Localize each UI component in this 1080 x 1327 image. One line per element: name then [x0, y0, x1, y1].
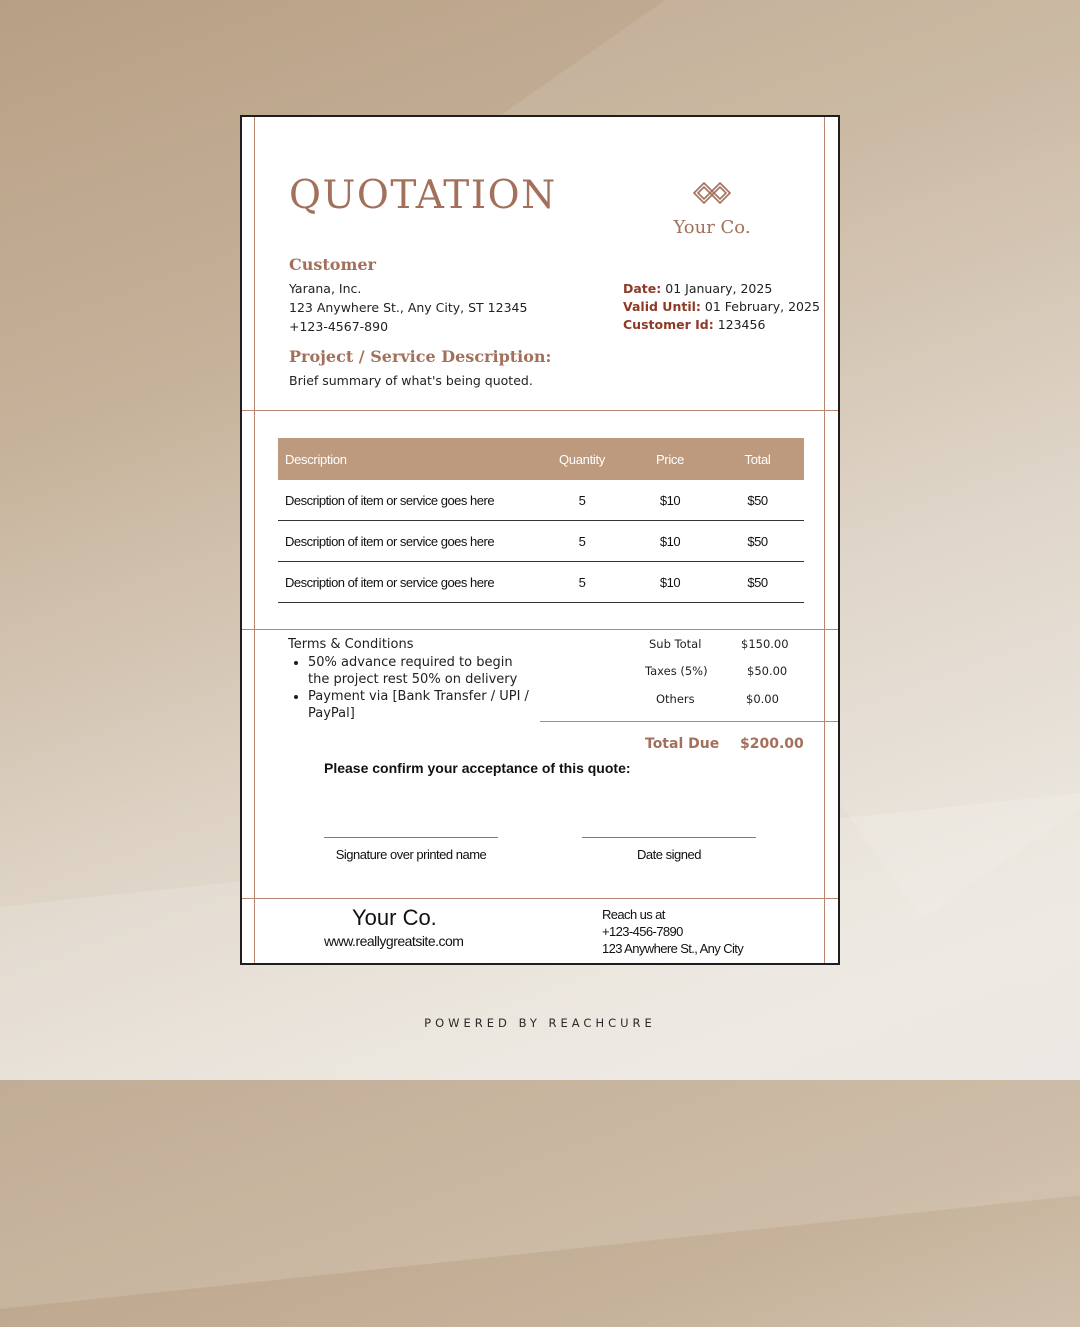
- cell-price: $10: [659, 492, 681, 508]
- cell-description: Description of item or service goes here: [285, 533, 495, 549]
- powered-by-label: POWERED BY REACHCURE: [424, 1016, 656, 1030]
- header-total: Total: [744, 451, 771, 467]
- terms-conditions: [288, 637, 538, 723]
- terms-list: [288, 655, 538, 722]
- divider-summary: [540, 721, 838, 722]
- signature-line[interactable]: [324, 837, 498, 838]
- others-value: $0.00: [746, 692, 779, 706]
- line-items-table: [278, 438, 804, 603]
- customer-phone: +123-4567-890: [289, 319, 389, 334]
- table-row: [278, 480, 804, 521]
- valid-until-label: Valid Until:: [623, 299, 701, 314]
- header-price: Price: [655, 451, 685, 467]
- project-summary: Brief summary of what's being quoted.: [289, 373, 533, 388]
- table-row: [278, 562, 804, 603]
- header-description: Description: [285, 451, 347, 467]
- quotation-document: [240, 115, 840, 965]
- footer-website[interactable]: www.reallygreatsite.com: [324, 933, 464, 949]
- cell-quantity: 5: [578, 533, 586, 549]
- cell-description: Description of item or service goes here: [285, 492, 495, 508]
- cell-quantity: 5: [578, 574, 586, 590]
- document-title: QUOTATION: [289, 173, 557, 218]
- frame-line-left: [254, 117, 255, 963]
- date-signed-label: Date signed: [637, 847, 701, 862]
- footer-address: 123 Anywhere St., Any City: [602, 941, 744, 956]
- footer-brand: Your Co.: [352, 905, 437, 930]
- your-co-logo-icon: [688, 173, 738, 213]
- others-label: Others: [656, 692, 695, 706]
- taxes-label: Taxes (5%): [645, 664, 708, 678]
- customer-address: 123 Anywhere St., Any City, ST 12345: [289, 300, 528, 315]
- subtotal-value: $150.00: [741, 637, 789, 651]
- cell-total: $50: [747, 574, 768, 590]
- customer-id-label: Customer Id:: [623, 317, 714, 332]
- customer-heading: Customer: [289, 255, 376, 274]
- taxes-value: $50.00: [747, 664, 788, 678]
- footer-phone[interactable]: +123-456-7890: [602, 924, 683, 939]
- valid-until-value: 01 February, 2025: [704, 299, 820, 314]
- quote-date: [623, 281, 772, 296]
- terms-heading: Terms & Conditions: [288, 637, 414, 652]
- signature-label: Signature over printed name: [335, 847, 487, 862]
- divider-footer: [242, 898, 838, 899]
- date-label: Date:: [623, 281, 662, 296]
- divider-table: [242, 629, 838, 630]
- header-quantity: Quantity: [558, 451, 605, 467]
- acceptance-prompt: Please confirm your acceptance of this quote:: [324, 760, 631, 776]
- customer-id: [623, 317, 765, 332]
- terms-item: • Payment via [Bank Transfer / UPI / PayPal]: [308, 689, 538, 722]
- divider-header: [242, 410, 838, 411]
- table-row: [278, 521, 804, 562]
- cell-description: Description of item or service goes here: [285, 574, 495, 590]
- company-brand: Your Co.: [673, 217, 751, 238]
- customer-name: Yarana, Inc.: [289, 281, 362, 296]
- table-header: [278, 438, 804, 480]
- date-signed-line[interactable]: [582, 837, 756, 838]
- terms-item: • 50% advance required to begin the project rest 50% on delivery: [308, 655, 538, 688]
- footer-reach-label: Reach us at: [602, 907, 665, 922]
- total-due-label: Total Due: [645, 736, 720, 752]
- cell-price: $10: [659, 533, 681, 549]
- cell-quantity: 5: [578, 492, 586, 508]
- cell-total: $50: [747, 533, 768, 549]
- project-heading: Project / Service Description:: [289, 347, 552, 366]
- subtotal-label: Sub Total: [649, 637, 702, 651]
- cell-price: $10: [659, 574, 681, 590]
- total-due-value: $200.00: [740, 736, 804, 752]
- quote-valid-until: [623, 299, 820, 314]
- customer-id-value: 123456: [717, 317, 766, 332]
- cell-total: $50: [747, 492, 768, 508]
- frame-line-right: [824, 117, 825, 963]
- date-value: 01 January, 2025: [665, 281, 773, 296]
